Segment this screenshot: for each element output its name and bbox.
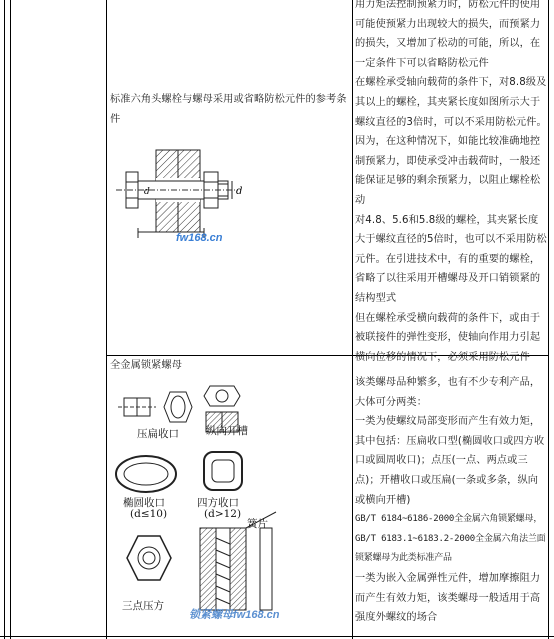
watermark (189, 606, 279, 622)
row2-paragraph: 一类为嵌入金属弹性元件，增加摩擦阻力而产生有效力矩，该类螺母一般适用于高强度外螺纹的场合 (355, 572, 541, 624)
ellipse-crimp-figure (116, 456, 176, 492)
table-border-bottom (0, 636, 554, 637)
three-point-crimp-figure (127, 536, 171, 580)
column-divider (106, 0, 107, 639)
label-square-condition: (d>12) (204, 508, 242, 520)
label-square-crimp: 四方收口 (197, 497, 239, 509)
row1-title: 标准六角头螺栓与螺母采用或省略防松元件的参考条件 (110, 94, 347, 125)
row2-paragraph: 该类螺母品种繁多，也有不少专利产品，大体可分两类： (355, 377, 541, 408)
row2-title: 全金属锁紧螺母 (110, 360, 183, 371)
watermark: fw168.cn (176, 232, 223, 244)
watermark-suffix: fw168.cn (233, 609, 280, 621)
label-ellipse-crimp: 椭圆收口 (123, 497, 165, 509)
table-border-left (4, 0, 5, 639)
label-flat-crimp: 压扁收口 (137, 428, 179, 440)
label-spring-insert: 簧片 (247, 518, 268, 530)
row2-paragraph-standard: GB/T 6184~6186-2000全金属六角锁紧螺母，GB/T 6183.1~6183.2-2000全金属六角法兰面锁紧螺母为此类标准产品 (355, 514, 546, 564)
table-border-right (548, 0, 549, 639)
dim-d-label: d (236, 186, 243, 197)
dim-d-label-inner: d (144, 187, 150, 197)
row2-paragraph: 一类为使螺纹局部变形而产生有效力矩，其中包括：压扁收口型(椭圆收口或四方收口或圆周收口)；点压(一点、两点或三点)；开槽收口或压扁(一条或多条，纵向或横向开槽) (355, 416, 545, 506)
table-border-left-inner (10, 0, 11, 639)
label-three-point: 三点压方 (122, 600, 164, 612)
row1-paragraph: 用力矩法控制预紧力时，防松元件的使用可能使预紧力出现较大的损失，而预紧力的损失，又增加了松动的可能，所以，在一定条件下可以省略防松元件 (355, 0, 541, 69)
watermark-prefix: 锁紧螺母 (189, 609, 233, 621)
square-crimp-figure (204, 452, 242, 490)
row1-paragraph: 但在螺栓承受横向载荷的条件下，或由于被联接件的弹性变形，使轴向作用力引起横向位移的情况下，必须采用防松元件 (355, 312, 541, 363)
label-ellipse-condition: (d≤10) (130, 508, 168, 520)
row2-content (355, 373, 547, 628)
column-divider (352, 0, 353, 639)
row1-content (355, 0, 547, 367)
flat-crimp-nut-figure (118, 392, 192, 422)
row1-paragraph: 对4.8、5.6和5.8级的螺栓，其夹紧长度大于螺纹直径的5倍时，也可以不采用防松元件。在引进技术中，有的重要的螺栓，省略了以往采用开槽螺母及开口销锁紧的结构型式 (355, 214, 547, 304)
row1-paragraph: 在螺栓承受轴向载荷的条件下，对8.8级及其以上的螺栓，其夹紧长度如图所示大于螺纹直径的3倍时，可以不采用防松元件。因为，在这种情况下，如能比较准确地控制预紧力，即使承受冲击载荷时，一般还能保证足够的剩余预紧力，以阻止螺栓松动 (355, 77, 547, 206)
label-longitudinal-slot: 纵向开槽 (206, 425, 248, 437)
